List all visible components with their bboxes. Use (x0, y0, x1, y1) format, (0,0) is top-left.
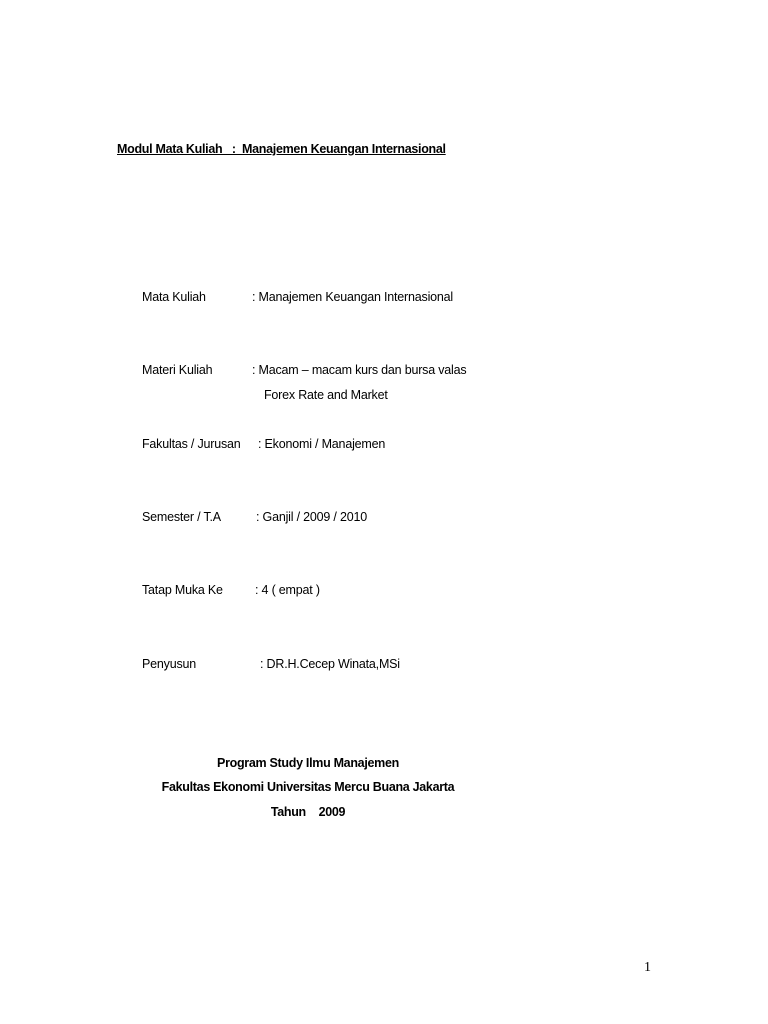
field-value: : Manajemen Keuangan Internasional (252, 290, 453, 304)
field-value: : 4 ( empat ) (255, 583, 320, 597)
field-label: Semester / T.A (142, 510, 221, 524)
field-mata-kuliah (142, 290, 453, 346)
field-value-line2: Forex Rate and Market (264, 388, 388, 402)
field-label: Tatap Muka Ke (142, 583, 223, 597)
field-fakultas-jurusan (142, 437, 386, 493)
field-label: Materi Kuliah (142, 363, 213, 377)
field-label: Fakultas / Jurusan (142, 437, 241, 451)
field-tatap-muka (142, 583, 320, 639)
field-value: : Macam – macam kurs dan bursa valas (252, 363, 467, 377)
field-semester (142, 510, 367, 566)
field-label: Mata Kuliah (142, 290, 206, 304)
program-name: Program Study Ilmu Manajemen (217, 756, 399, 770)
page-number: 1 (644, 960, 651, 975)
field-label: Penyusun (142, 657, 196, 671)
field-value: : DR.H.Cecep Winata,MSi (260, 657, 400, 671)
year-line: Tahun 2009 (270, 805, 346, 819)
field-penyusun (142, 657, 400, 713)
module-title: Modul Mata Kuliah : Manajemen Keuangan Internasional (117, 142, 446, 156)
field-materi-kuliah (142, 363, 467, 433)
field-value: : Ekonomi / Manajemen (258, 437, 386, 451)
faculty-name: Fakultas Ekonomi Universitas Mercu Buana Jakarta (161, 780, 455, 794)
field-value: : Ganjil / 2009 / 2010 (256, 510, 367, 524)
